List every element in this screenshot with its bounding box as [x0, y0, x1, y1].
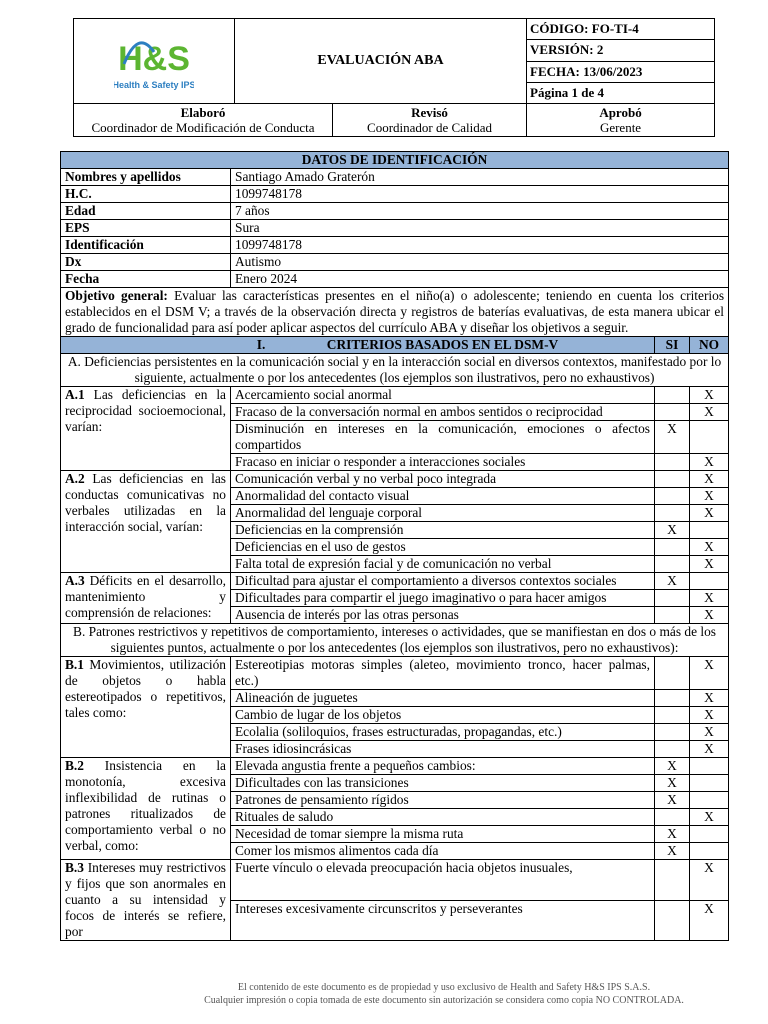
- reviso-value: Coordinador de Calidad: [367, 120, 492, 135]
- criteria-no-mark: X: [690, 471, 729, 488]
- no-header: NO: [690, 337, 729, 354]
- criteria-group-code: B.3: [65, 860, 84, 875]
- criteria-yes-mark: X: [655, 573, 690, 590]
- criteria-group-text: Las deficiencias en las conductas comunicativas no verbales utilizadas en la interacción social, varían:: [65, 471, 226, 534]
- document-date: FECHA: 13/06/2023: [527, 61, 715, 82]
- criteria-group-description: [61, 573, 231, 624]
- criteria-group-description: [61, 471, 231, 573]
- identification-value: Sura: [231, 220, 729, 237]
- document-version: VERSIÓN: 2: [527, 40, 715, 61]
- identification-value: Enero 2024: [231, 271, 729, 288]
- elaboro-cell: [74, 104, 333, 137]
- document-page: Página 1 de 4: [527, 82, 715, 103]
- identification-value: 7 años: [231, 203, 729, 220]
- criteria-group-code: B.1: [65, 657, 84, 672]
- identification-row: [61, 254, 729, 271]
- criteria-yes-mark: [655, 860, 690, 901]
- criteria-title: CRITERIOS BASADOS EN EL DSM-V: [326, 337, 559, 352]
- criteria-item: Estereotipias motoras simples (aleteo, movimiento tronco, hacer palmas, etc.): [231, 657, 655, 690]
- identification-value: 1099748178: [231, 237, 729, 254]
- criteria-item: Elevada angustia frente a pequeños cambios:: [231, 758, 655, 775]
- criteria-no-mark: X: [690, 809, 729, 826]
- criteria-item: Falta total de expresión facial y de comunicación no verbal: [231, 556, 655, 573]
- criteria-yes-mark: [655, 607, 690, 624]
- criteria-no-mark: X: [690, 404, 729, 421]
- criteria-group-description: [61, 758, 231, 860]
- objective-cell: [61, 288, 729, 337]
- criteria-no-mark: X: [690, 657, 729, 690]
- criteria-item: Dificultad para ajustar el comportamiento a diversos contextos sociales: [231, 573, 655, 590]
- criteria-item: Deficiencias en el uso de gestos: [231, 539, 655, 556]
- criteria-item: Fracaso de la conversación normal en ambos sentidos o reciprocidad: [231, 404, 655, 421]
- identification-row: [61, 271, 729, 288]
- criteria-yes-mark: X: [655, 792, 690, 809]
- criteria-yes-mark: [655, 809, 690, 826]
- criteria-no-mark: X: [690, 590, 729, 607]
- criteria-row: [61, 657, 729, 690]
- page-footer: [0, 981, 768, 1007]
- criteria-no-mark: X: [690, 387, 729, 404]
- criteria-yes-mark: [655, 657, 690, 690]
- criteria-item: Necesidad de tomar siempre la misma ruta: [231, 826, 655, 843]
- criteria-yes-mark: [655, 724, 690, 741]
- aprobo-value: Gerente: [599, 120, 642, 135]
- criteria-group-description: [61, 860, 231, 941]
- criteria-item: Frases idiosincrásicas: [231, 741, 655, 758]
- criteria-no-mark: X: [690, 900, 729, 941]
- footer-line-1: El contenido de este documento es de propiedad y uso exclusivo de Health and Safety H&S IPS S.A.S.: [237, 982, 651, 993]
- criteria-group-text: Movimientos, utilización de objetos o habla estereotipados o repetitivos, tales como:: [65, 657, 226, 720]
- criteria-row: [61, 758, 729, 775]
- company-logo: [114, 24, 194, 94]
- criteria-title-cell: [61, 337, 655, 354]
- criteria-yes-mark: [655, 556, 690, 573]
- criteria-item: Fuerte vínculo o elevada preocupación hacia objetos inusuales,: [231, 860, 655, 901]
- criteria-no-mark: [690, 826, 729, 843]
- criteria-yes-mark: X: [655, 421, 690, 454]
- criteria-group-code: A.3: [65, 573, 85, 588]
- criteria-item: Dificultades con las transiciones: [231, 775, 655, 792]
- criteria-item: Fracaso en iniciar o responder a interacciones sociales: [231, 454, 655, 471]
- criteria-no-mark: [690, 792, 729, 809]
- criteria-item: Deficiencias en la comprensión: [231, 522, 655, 539]
- criteria-item: Anormalidad del lenguaje corporal: [231, 505, 655, 522]
- section-b-description: B. Patrones restrictivos y repetitivos de comportamiento, intereses o actividades, que se manifiestan en dos o más de los siguientes puntos, actualmente o por los antecedentes (los ejemplos son ilustrativos, pero no exhaustivos):: [61, 624, 729, 657]
- criteria-no-mark: X: [690, 454, 729, 471]
- criteria-group-text: Déficits en el desarrollo, mantenimiento y comprensión de relaciones:: [65, 573, 226, 620]
- criteria-item: Acercamiento social anormal: [231, 387, 655, 404]
- criteria-numeral: I.: [256, 337, 266, 352]
- criteria-yes-mark: [655, 690, 690, 707]
- criteria-yes-mark: [655, 488, 690, 505]
- identification-value: 1099748178: [231, 186, 729, 203]
- criteria-no-mark: X: [690, 860, 729, 901]
- aprobo-cell: [527, 104, 715, 137]
- criteria-no-mark: [690, 758, 729, 775]
- criteria-no-mark: X: [690, 556, 729, 573]
- criteria-row: [61, 387, 729, 404]
- criteria-no-mark: [690, 421, 729, 454]
- yes-header: SI: [655, 337, 690, 354]
- criteria-no-mark: X: [690, 505, 729, 522]
- criteria-yes-mark: [655, 471, 690, 488]
- criteria-no-mark: X: [690, 690, 729, 707]
- criteria-group-code: A.2: [65, 471, 85, 486]
- criteria-no-mark: X: [690, 724, 729, 741]
- footer-line-2: Cualquier impresión o copia tomada de este documento sin autorización se considera como copia NO CONTROLADA.: [204, 995, 684, 1006]
- criteria-item: Patrones de pensamiento rígidos: [231, 792, 655, 809]
- evaluation-table: [60, 151, 729, 941]
- criteria-row: [61, 573, 729, 590]
- objective-label: Objetivo general:: [65, 288, 168, 303]
- logo-mark: H&S: [118, 40, 190, 78]
- identification-label: Identificación: [61, 237, 231, 254]
- identification-row: [61, 220, 729, 237]
- criteria-no-mark: X: [690, 488, 729, 505]
- identification-row: [61, 237, 729, 254]
- criteria-item: Disminución en intereses en la comunicación, emociones o afectos compartidos: [231, 421, 655, 454]
- criteria-no-mark: X: [690, 607, 729, 624]
- criteria-yes-mark: [655, 404, 690, 421]
- criteria-group-description: [61, 387, 231, 471]
- identification-value: Autismo: [231, 254, 729, 271]
- elaboro-label: Elaboró: [180, 105, 226, 120]
- criteria-yes-mark: X: [655, 522, 690, 539]
- logo-text: Health & Safety IPS: [114, 80, 194, 90]
- criteria-item: Anormalidad del contacto visual: [231, 488, 655, 505]
- document-code: CÓDIGO: FO-TI-4: [527, 19, 715, 40]
- identification-label: Nombres y apellidos: [61, 169, 231, 186]
- reviso-cell: [333, 104, 527, 137]
- criteria-item: Intereses excesivamente circunscritos y perseverantes: [231, 900, 655, 941]
- criteria-group-text: Insistencia en la monotonía, excesiva inflexibilidad de rutinas o patrones ritualizados de comportamiento verbal o no verbal, como:: [65, 758, 226, 853]
- criteria-row: [61, 471, 729, 488]
- criteria-no-mark: X: [690, 707, 729, 724]
- criteria-item: Comer los mismos alimentos cada día: [231, 843, 655, 860]
- criteria-no-mark: [690, 573, 729, 590]
- criteria-yes-mark: [655, 387, 690, 404]
- identification-row: [61, 203, 729, 220]
- criteria-group-code: A.1: [65, 387, 85, 402]
- criteria-item: Cambio de lugar de los objetos: [231, 707, 655, 724]
- document-title: EVALUACIÓN ABA: [235, 19, 527, 104]
- section-a-description: A. Deficiencias persistentes en la comunicación social y en la interacción social en diversos contextos, manifestado por lo siguiente, actualmente o por los antecedentes (los ejemplos son ilustrativos, pero no exhaustivos): [61, 354, 729, 387]
- criteria-row: [61, 860, 729, 901]
- identification-label: H.C.: [61, 186, 231, 203]
- criteria-yes-mark: [655, 454, 690, 471]
- identification-label: Fecha: [61, 271, 231, 288]
- criteria-yes-mark: [655, 900, 690, 941]
- reviso-label: Revisó: [411, 105, 448, 120]
- criteria-item: Rituales de saludo: [231, 809, 655, 826]
- criteria-no-mark: [690, 775, 729, 792]
- criteria-no-mark: X: [690, 539, 729, 556]
- criteria-item: Alineación de juguetes: [231, 690, 655, 707]
- criteria-no-mark: X: [690, 741, 729, 758]
- identification-label: Edad: [61, 203, 231, 220]
- criteria-yes-mark: [655, 741, 690, 758]
- document-header: [73, 18, 715, 137]
- aprobo-label: Aprobó: [599, 105, 642, 120]
- criteria-yes-mark: X: [655, 826, 690, 843]
- objective-text: Evaluar las características presentes en el niño(a) o adolescente; teniendo en cuenta los criterios establecidos en el DSM V; a través de la observación directa y registros de baterías evaluativas, de esta manera ubicar el grado de funcionalidad para así poder aplicar aspectos del currículo ABA y diseñar los objetivos a seguir.: [65, 288, 725, 335]
- criteria-group-code: B.2: [65, 758, 84, 773]
- criteria-group-description: [61, 657, 231, 758]
- identification-label: EPS: [61, 220, 231, 237]
- criteria-no-mark: [690, 522, 729, 539]
- criteria-group-text: Las deficiencias en la reciprocidad socioemocional, varían:: [65, 387, 226, 434]
- criteria-item: Dificultades para compartir el juego imaginativo o para hacer amigos: [231, 590, 655, 607]
- criteria-item: Ausencia de interés por las otras personas: [231, 607, 655, 624]
- criteria-item: Ecolalia (soliloquios, frases estructuradas, propagandas, etc.): [231, 724, 655, 741]
- identification-title: DATOS DE IDENTIFICACIÓN: [61, 152, 729, 169]
- identification-row: [61, 169, 729, 186]
- criteria-item: Comunicación verbal y no verbal poco integrada: [231, 471, 655, 488]
- criteria-yes-mark: X: [655, 775, 690, 792]
- identification-label: Dx: [61, 254, 231, 271]
- criteria-yes-mark: [655, 707, 690, 724]
- identification-value: Santiago Amado Graterón: [231, 169, 729, 186]
- criteria-yes-mark: [655, 539, 690, 556]
- criteria-yes-mark: [655, 505, 690, 522]
- criteria-group-text: Intereses muy restrictivos y fijos que son anormales en cuanto a su intensidad y focos de interés se refiere, por: [65, 860, 226, 939]
- elaboro-value: Coordinador de Modificación de Conducta: [91, 120, 315, 135]
- criteria-yes-mark: X: [655, 843, 690, 860]
- logo-cell: [74, 19, 235, 104]
- criteria-yes-mark: X: [655, 758, 690, 775]
- identification-row: [61, 186, 729, 203]
- criteria-yes-mark: [655, 590, 690, 607]
- criteria-no-mark: [690, 843, 729, 860]
